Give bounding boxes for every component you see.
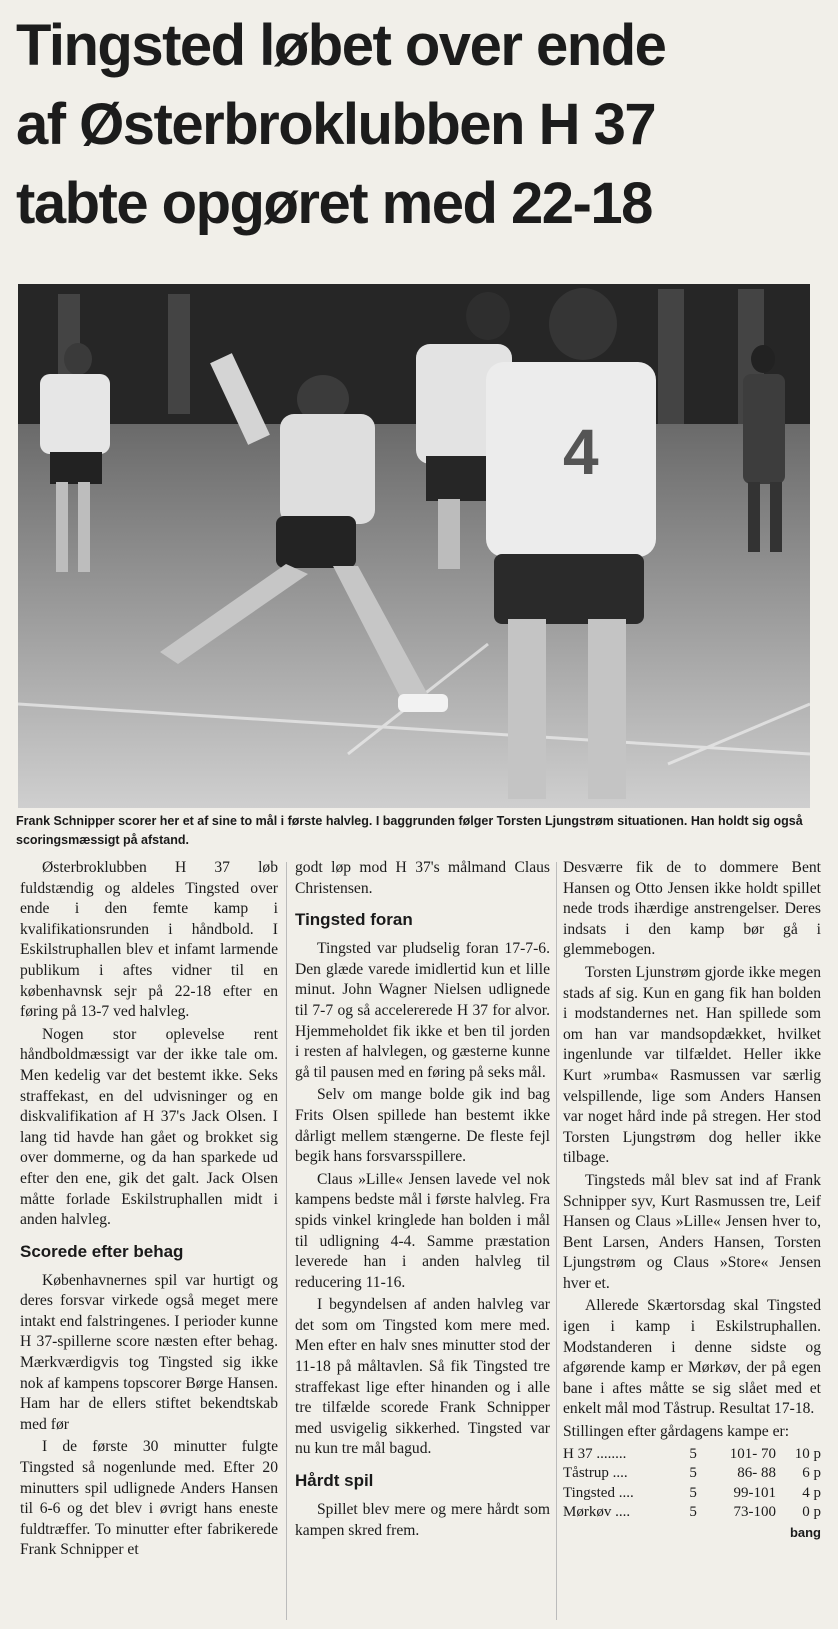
article-column-1 (20, 858, 278, 1563)
byline: bang (789, 1524, 821, 1540)
paragraph: Claus »Lille« Jensen lavede vel nok kampens bedste mål i første halvleg. Fra spids vinkel kringlede han bolden i mål til udligning 4-4. Samme præstation leverede han i anden halvleg til reducering 11-16. (295, 1170, 550, 1291)
photo-caption: Frank Schnipper scorer her et af sine to mål i første halvleg. I baggrunden følger Torsten Ljungstrøm situationen. Han holdt sig også scoringsmæssigt på afstand. (16, 814, 803, 847)
article-column-3 (563, 858, 821, 1543)
article-column-2 (295, 858, 550, 1543)
points: 6 p (802, 1465, 821, 1482)
games-played: 5 (689, 1445, 697, 1462)
paragraph: godt løp mod H 37's målmand Claus Christensen. (295, 859, 550, 897)
paragraph: Desværre fik de to dommere Bent Hansen og Otto Jensen ikke holdt spillet nede trods ihærdige anstrengelser. Deres indsats i den kamp bør gå i glemmebogen. (563, 859, 821, 959)
team-name: Tingsted .... (563, 1484, 634, 1501)
subheading: Hårdt spil (295, 1471, 374, 1491)
goal-score: 86- 88 (737, 1465, 777, 1482)
paragraph: Spillet blev mere og mere hårdt som kampen skred frem. (295, 1501, 550, 1539)
handball-photo (18, 284, 810, 808)
headline-line-2: af Østerbroklubben H 37 (16, 92, 656, 157)
goal-score: 99-101 (733, 1484, 777, 1501)
games-played: 5 (689, 1504, 697, 1521)
paragraph: Selv om mange bolde gik ind bag Frits Olsen spillede han bestemt ikke dårligt mellem stængerne. De fleste fejl begik hans forsvarsspillere. (295, 1086, 550, 1166)
games-played: 5 (689, 1484, 697, 1501)
games-played: 5 (689, 1465, 697, 1482)
handball-photo-illustration (18, 284, 810, 808)
paragraph: Torsten Ljunstrøm gjorde ikke megen stads af sig. Kun en gang fik han bolden i modstandernes net. Han spillede som om han var mandsopdækket, hvilket ingenlunde var tilfældet. Heller ikke Kurt »rumba« Rasmussen var særlig velspillende, lige som Anders Hansen var noget hård inde på stregen. Her stod Torsten Ljungstrøm dog heller ikke tilbage. (563, 963, 821, 1167)
table-row (563, 1484, 821, 1504)
headline-line-3: tabte opgøret med 22-18 (16, 171, 652, 236)
points: 10 p (794, 1445, 821, 1462)
table-row (563, 1464, 821, 1484)
paragraph: I de første 30 minutter fulgte Tingsted så nogenlunde med. Efter 20 minutters spil udlignede Anders Hansen til 6-6 og det blev i øvrigt hans eneste fuldtræffer. To minutter efter fabrikerede Frank Schnipper et (20, 1438, 278, 1559)
paragraph: Tingsted var pludselig foran 17-7-6. Den glæde varede imidlertid kun et lille minut. John Wagner Nielsen udlignede til 7-7 og så accelererede H 37 for alvor. Hjemmeholdet fik ikke et ben til jorden i resten af halvlegen, og gæsterne kunne gå til pausen med en føring på seks mål. (295, 940, 550, 1081)
paragraph: I begyndelsen af anden halvleg var det som om Tingsted kom mere med. Men efter en halv snes minutter stod der 11-18 på måltavlen. Så fik Tingsted tre straffekast lige efter hinanden og i alle tre tilfælde scorede Frank Schnipper med usvigelig sikkerhed. Tingsted var nu kun tre mål bagud. (295, 1296, 550, 1458)
paragraph: Østerbroklubben H 37 løb fuldstændig og aldeles Tingsted over ende i den femte kamp i kvalifikationsrunden i håndbold. I Eskilstruphallen blev et infamt larmende publikum i aftes vidner til en københavnsk sejr på 22-18 efter en føring på 13-7 ved halvleg. (20, 859, 278, 1021)
team-name: Tåstrup .... (563, 1465, 628, 1482)
subheading: Scorede efter behag (20, 1241, 184, 1261)
goal-score: 73-100 (733, 1504, 777, 1521)
column-divider (556, 862, 557, 1620)
jersey-number: 4 (563, 416, 599, 488)
table-row (563, 1445, 821, 1465)
paragraph: Københavnernes spil var hurtigt og deres forsvar virkede også meget mere intakt end falstringenes. I perioder kunne H 37-spillerne score næsten efter behag. Mærkværdigvis tog Tingsted sig ikke nok af kampens topscorer Børge Hansen. Ham har de ellers stiftet bekendtskab med før (20, 1271, 278, 1433)
team-name: H 37 ........ (563, 1445, 627, 1462)
standings-table (563, 1445, 821, 1523)
column-divider (286, 862, 287, 1620)
paragraph: Nogen stor oplevelse rent håndboldmæssigt var der ikke tale om. Men kedelig var det bestemt ikke. Seks straffekast, en del udvisninger og en diskvalifikation af H 37's Jack Olsen. I lang tid havde han gået og brokket sig over dommerne, og da han sparkede ud efter den ene, gik det galt. Jack Olsen måtte forlade Eskilstruphallen midt i anden halvleg. (20, 1025, 278, 1229)
standings-intro: Stillingen efter gårdagens kampe er: (563, 1423, 790, 1441)
points: 4 p (802, 1484, 821, 1501)
table-row (563, 1503, 821, 1523)
paragraph: Tingsteds mål blev sat ind af Frank Schnipper syv, Kurt Rasmussen tre, Leif Hansen og Claus »Lille« Jensen hver to, Bent Larsen, Anders Hansen, Torsten Ljungstrøm og Claus »Store« Jensen hver et. (563, 1171, 821, 1292)
points: 0 p (802, 1504, 821, 1521)
headline (16, 6, 816, 243)
paragraph: Allerede Skærtorsdag skal Tingsted igen i kamp i Eskilstruphallen. Modstanderen i denne sidste og afgørende kamp er Mørkøv, der på egen bane i aftes måtte se sig slået med et enkelt mål mod Tåstrup. Resultat 17-18. (563, 1297, 821, 1418)
team-name: Mørkøv .... (563, 1504, 631, 1521)
headline-line-1: Tingsted løbet over ende (16, 13, 666, 78)
goal-score: 101- 70 (729, 1445, 777, 1462)
subheading: Tingsted foran (295, 910, 413, 930)
